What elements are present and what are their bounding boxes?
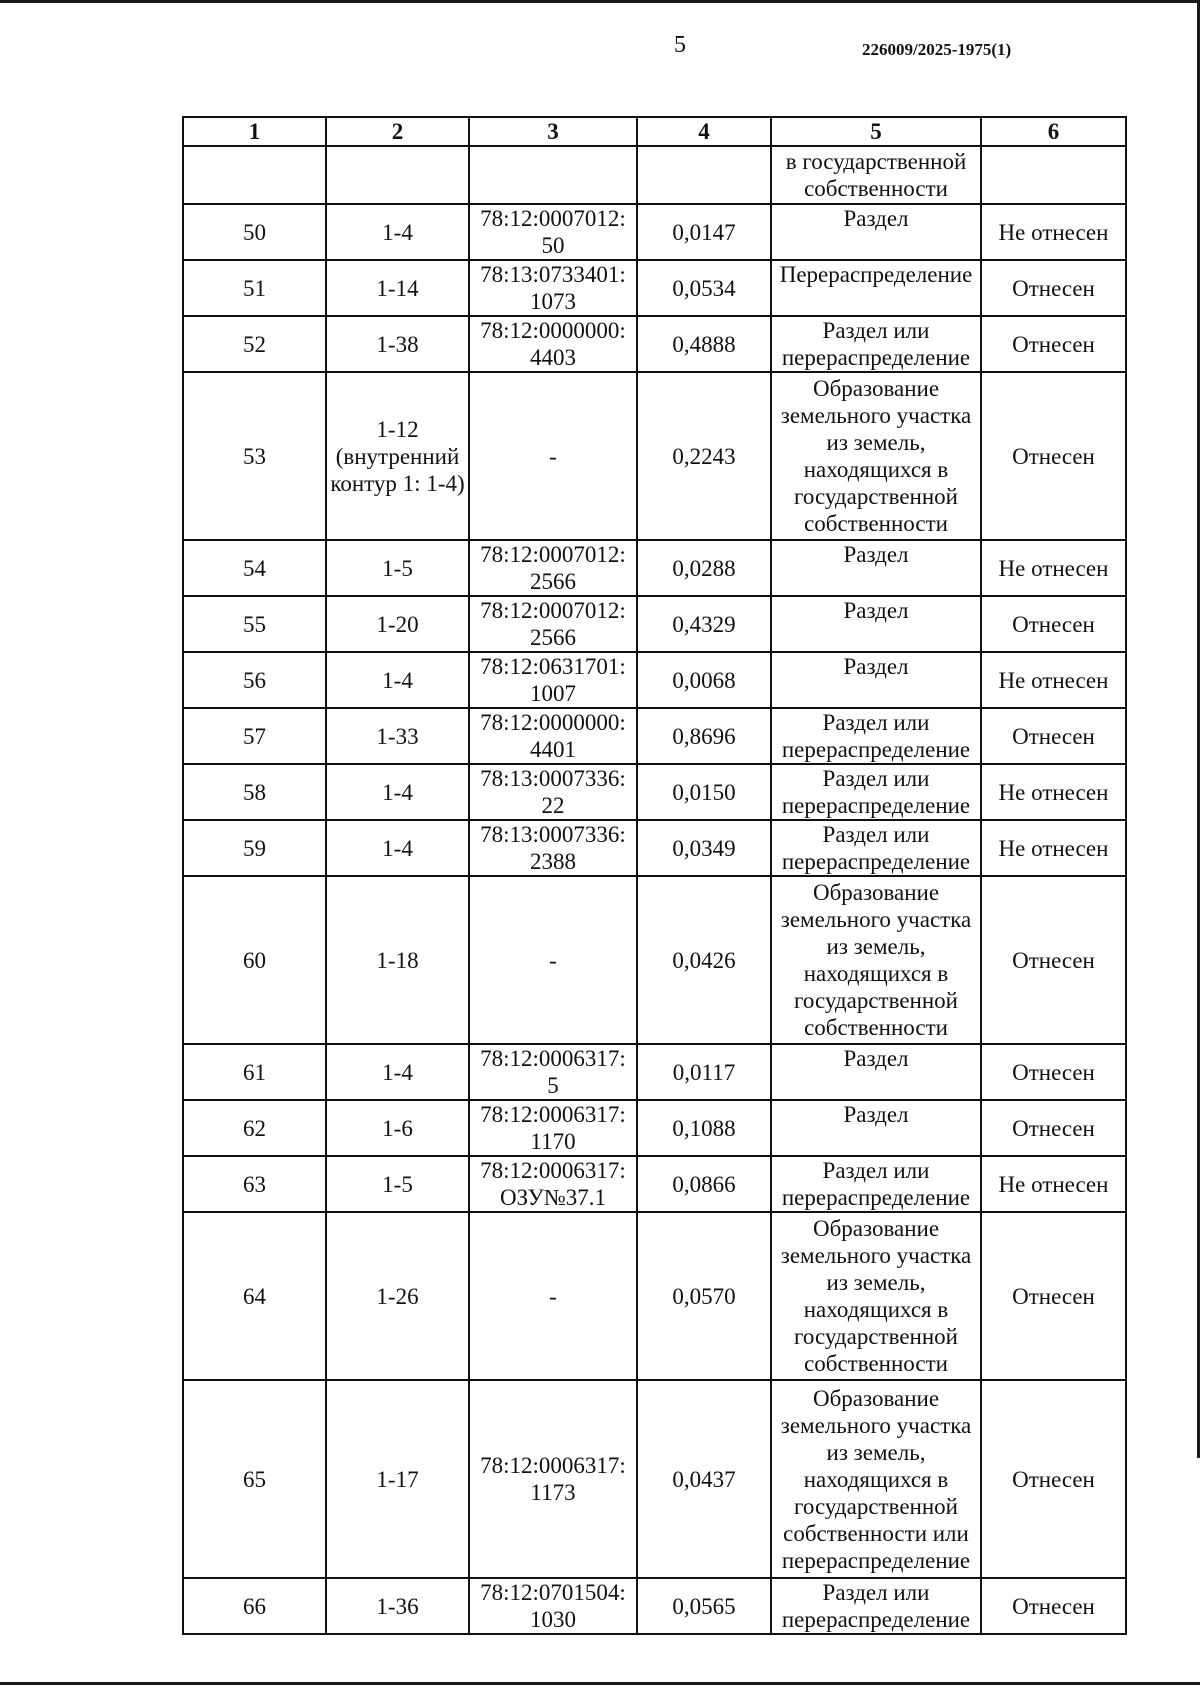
cell-cadastral: 78:12:0701504: 1030 bbox=[469, 1578, 637, 1634]
cell-number: 61 bbox=[183, 1044, 326, 1100]
table-row bbox=[183, 146, 1126, 204]
cell-cadastral: 78:12:0631701: 1007 bbox=[469, 652, 637, 708]
table-row bbox=[183, 204, 1126, 260]
table-row bbox=[183, 260, 1126, 316]
cell-status: Отнесен bbox=[981, 596, 1126, 652]
cell-number: 62 bbox=[183, 1100, 326, 1156]
cell-number: 50 bbox=[183, 204, 326, 260]
cell-contour: 1-38 bbox=[326, 316, 469, 372]
cell-contour: 1-4 bbox=[326, 820, 469, 876]
cell-cadastral: 78:12:0006317: 1170 bbox=[469, 1100, 637, 1156]
cell-status: Не отнесен bbox=[981, 204, 1126, 260]
table-row bbox=[183, 1044, 1126, 1100]
cell-number: 57 bbox=[183, 708, 326, 764]
cell-status: Не отнесен bbox=[981, 764, 1126, 820]
scan-edge-bottom bbox=[0, 1682, 1200, 1685]
cell-area: 0,0426 bbox=[637, 876, 771, 1044]
cell-area: 0,0349 bbox=[637, 820, 771, 876]
cell-number: 64 bbox=[183, 1212, 326, 1380]
table-row bbox=[183, 540, 1126, 596]
column-header: 5 bbox=[771, 117, 981, 146]
table-row bbox=[183, 1212, 1126, 1380]
cell-contour: 1-26 bbox=[326, 1212, 469, 1380]
cell-method: Раздел или перераспределение bbox=[771, 820, 981, 876]
table-row bbox=[183, 1156, 1126, 1212]
cell-method: Раздел или перераспределение bbox=[771, 316, 981, 372]
cell-status: Не отнесен bbox=[981, 820, 1126, 876]
cell-area: 0,0117 bbox=[637, 1044, 771, 1100]
cell-cadastral: 78:12:0006317: 5 bbox=[469, 1044, 637, 1100]
table-row bbox=[183, 1100, 1126, 1156]
table-row bbox=[183, 316, 1126, 372]
cell-status: Не отнесен bbox=[981, 1156, 1126, 1212]
cell-number: 63 bbox=[183, 1156, 326, 1212]
column-header: 2 bbox=[326, 117, 469, 146]
cell-method: Раздел или перераспределение bbox=[771, 1578, 981, 1634]
table-row bbox=[183, 1578, 1126, 1634]
cell-contour: 1-5 bbox=[326, 1156, 469, 1212]
table-row bbox=[183, 820, 1126, 876]
cell-method: Раздел bbox=[771, 652, 981, 708]
cell-area: 0,4329 bbox=[637, 596, 771, 652]
column-header: 1 bbox=[183, 117, 326, 146]
cell-area: 0,1088 bbox=[637, 1100, 771, 1156]
cell-area: 0,0570 bbox=[637, 1212, 771, 1380]
cell-area: 0,8696 bbox=[637, 708, 771, 764]
cell-method: Раздел bbox=[771, 1044, 981, 1100]
cell-area: 0,2243 bbox=[637, 372, 771, 540]
cell-contour: 1-18 bbox=[326, 876, 469, 1044]
table-row bbox=[183, 708, 1126, 764]
cell-contour: 1-12 (внутренний контур 1: 1-4) bbox=[326, 372, 469, 540]
cell-status: Отнесен bbox=[981, 876, 1126, 1044]
cell-method: Образование земельного участка из земель, находящихся в государственной собственности bbox=[771, 876, 981, 1044]
column-header: 4 bbox=[637, 117, 771, 146]
cell-area: 0,0147 bbox=[637, 204, 771, 260]
cell-number: 59 bbox=[183, 820, 326, 876]
cell-area: 0,0437 bbox=[637, 1380, 771, 1578]
cell-contour: 1-4 bbox=[326, 764, 469, 820]
cell-number: 66 bbox=[183, 1578, 326, 1634]
cell-cadastral: 78:12:0006317: ОЗУ№37.1 bbox=[469, 1156, 637, 1212]
table-row bbox=[183, 876, 1126, 1044]
cell-method: Образование земельного участка из земель, находящихся в государственной собственности bbox=[771, 372, 981, 540]
cell-contour: 1-4 bbox=[326, 1044, 469, 1100]
cell-method: Раздел или перераспределение bbox=[771, 764, 981, 820]
cell-contour: 1-4 bbox=[326, 652, 469, 708]
cell-number: 51 bbox=[183, 260, 326, 316]
cell-area: 0,0534 bbox=[637, 260, 771, 316]
cell-number: 55 bbox=[183, 596, 326, 652]
cell-status: Отнесен bbox=[981, 1044, 1126, 1100]
cell-contour: 1-20 bbox=[326, 596, 469, 652]
cell-contour: 1-5 bbox=[326, 540, 469, 596]
cell-number bbox=[183, 146, 326, 204]
cell-method: Раздел или перераспределение bbox=[771, 708, 981, 764]
cell-method: Раздел или перераспределение bbox=[771, 1156, 981, 1212]
cell-cadastral: 78:12:0006317: 1173 bbox=[469, 1380, 637, 1578]
cell-status: Отнесен bbox=[981, 372, 1126, 540]
cell-cadastral: 78:13:0733401: 1073 bbox=[469, 260, 637, 316]
cell-method: Образование земельного участка из земель, находящихся в государственной собственности bbox=[771, 1212, 981, 1380]
land-plots-table bbox=[182, 116, 1127, 1635]
column-header: 3 bbox=[469, 117, 637, 146]
cell-contour: 1-6 bbox=[326, 1100, 469, 1156]
cell-contour bbox=[326, 146, 469, 204]
cell-method: Перераспределение bbox=[771, 260, 981, 316]
page-number: 5 bbox=[674, 32, 686, 58]
cell-status: Отнесен bbox=[981, 260, 1126, 316]
cell-area: 0,0565 bbox=[637, 1578, 771, 1634]
cell-contour: 1-33 bbox=[326, 708, 469, 764]
column-header: 6 bbox=[981, 117, 1126, 146]
cell-method: Раздел bbox=[771, 596, 981, 652]
cell-method: Раздел bbox=[771, 204, 981, 260]
table-row bbox=[183, 372, 1126, 540]
cell-number: 65 bbox=[183, 1380, 326, 1578]
table-row bbox=[183, 1380, 1126, 1578]
cell-area: 0,0068 bbox=[637, 652, 771, 708]
cell-status: Отнесен bbox=[981, 1100, 1126, 1156]
cell-area: 0,0866 bbox=[637, 1156, 771, 1212]
cell-status: Не отнесен bbox=[981, 540, 1126, 596]
table-row bbox=[183, 652, 1126, 708]
cell-status: Отнесен bbox=[981, 1380, 1126, 1578]
cell-area: 0,0288 bbox=[637, 540, 771, 596]
cell-status: Отнесен bbox=[981, 708, 1126, 764]
cell-contour: 1-36 bbox=[326, 1578, 469, 1634]
cell-number: 52 bbox=[183, 316, 326, 372]
cell-number: 58 bbox=[183, 764, 326, 820]
table-row bbox=[183, 596, 1126, 652]
cell-cadastral: 78:12:0007012: 50 bbox=[469, 204, 637, 260]
table-row bbox=[183, 764, 1126, 820]
cell-method: Раздел bbox=[771, 540, 981, 596]
cell-status bbox=[981, 146, 1126, 204]
cell-contour: 1-14 bbox=[326, 260, 469, 316]
cell-cadastral: 78:13:0007336: 22 bbox=[469, 764, 637, 820]
cell-method: в государственной собственности bbox=[771, 146, 981, 204]
cell-contour: 1-17 bbox=[326, 1380, 469, 1578]
cell-status: Отнесен bbox=[981, 1212, 1126, 1380]
cell-number: 56 bbox=[183, 652, 326, 708]
cell-number: 53 bbox=[183, 372, 326, 540]
cell-cadastral: 78:12:0007012: 2566 bbox=[469, 596, 637, 652]
cell-status: Отнесен bbox=[981, 1578, 1126, 1634]
cell-area bbox=[637, 146, 771, 204]
cell-number: 60 bbox=[183, 876, 326, 1044]
table-header-row bbox=[183, 117, 1126, 146]
cell-area: 0,0150 bbox=[637, 764, 771, 820]
cell-contour: 1-4 bbox=[326, 204, 469, 260]
cell-method: Раздел bbox=[771, 1100, 981, 1156]
scan-edge-top bbox=[0, 0, 1200, 3]
cell-number: 54 bbox=[183, 540, 326, 596]
cell-status: Не отнесен bbox=[981, 652, 1126, 708]
cell-cadastral: 78:13:0007336: 2388 bbox=[469, 820, 637, 876]
cell-cadastral: 78:12:0007012: 2566 bbox=[469, 540, 637, 596]
cell-status: Отнесен bbox=[981, 316, 1126, 372]
document-id: 226009/2025-1975(1) bbox=[862, 40, 1012, 59]
cell-cadastral: - bbox=[469, 876, 637, 1044]
cell-method: Образование земельного участка из земель, находящихся в государственной собственности или перераспределение bbox=[771, 1380, 981, 1578]
cell-cadastral: 78:12:0000000: 4403 bbox=[469, 316, 637, 372]
cell-cadastral bbox=[469, 146, 637, 204]
cell-cadastral: 78:12:0000000: 4401 bbox=[469, 708, 637, 764]
cell-cadastral: - bbox=[469, 372, 637, 540]
cell-cadastral: - bbox=[469, 1212, 637, 1380]
cell-area: 0,4888 bbox=[637, 316, 771, 372]
